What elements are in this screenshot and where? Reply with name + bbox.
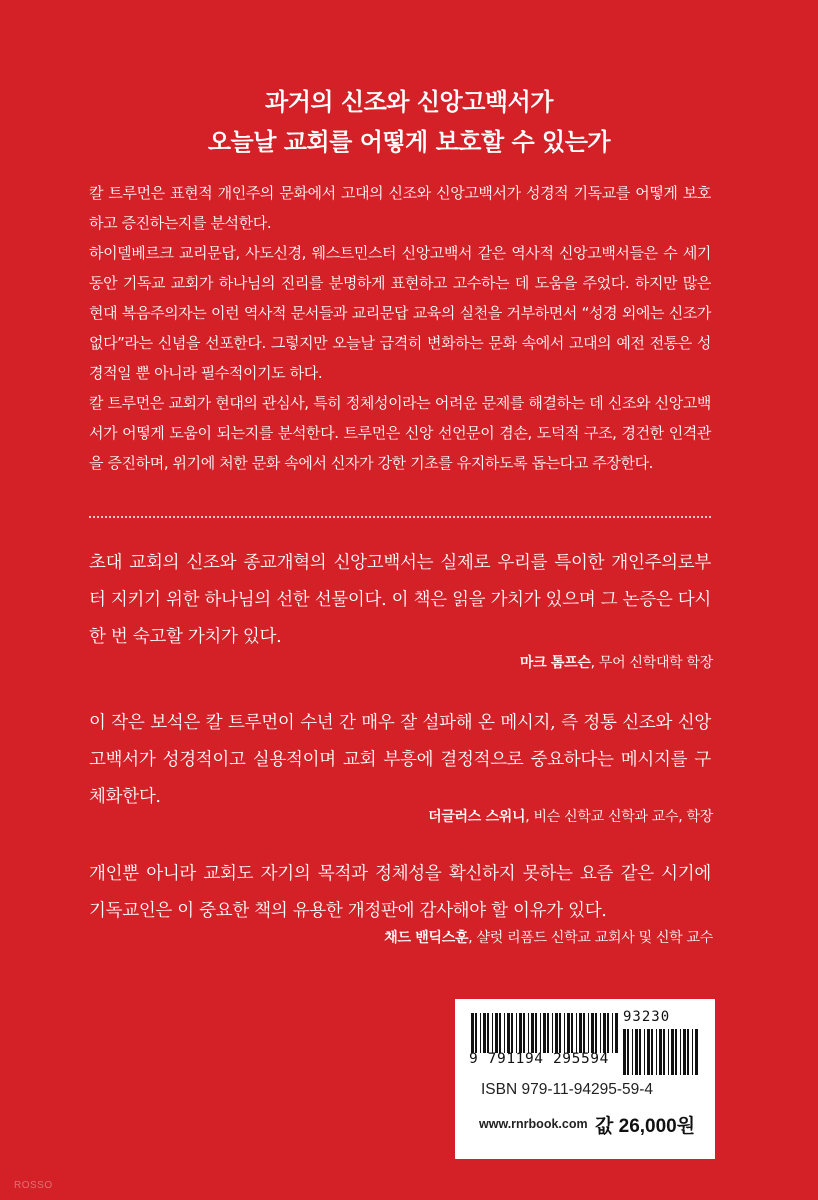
endorser-title-3: , 샬럿 리폼드 신학교 교회사 및 신학 교수 <box>468 930 713 946</box>
barcode-number: 9 791194 295594 <box>469 1051 609 1067</box>
headline-line-2: 오늘날 교회를 어떻게 보호할 수 있는가 <box>207 128 611 156</box>
headline <box>0 82 818 162</box>
endorser-name-2: 더글러스 스위니 <box>428 809 526 825</box>
isbn-barcode <box>471 1013 619 1053</box>
addon-barcode <box>623 1029 699 1075</box>
endorser-title-1: , 무어 신학대학 학장 <box>590 655 713 671</box>
endorser-title-2: , 비슨 신학교 신학과 교수, 학장 <box>525 809 713 825</box>
endorsement-attribution-3 <box>91 928 713 948</box>
intro-text <box>89 178 711 478</box>
publisher-logo: ROSSO <box>14 1180 53 1191</box>
addon-code: 93230 <box>623 1009 671 1025</box>
barcode-panel <box>455 999 715 1159</box>
intro-paragraph-3: 칼 트루먼은 교회가 현대의 관심사, 특히 정체성이라는 어려운 문제를 해결하는 데 신조와 신앙고백서가 어떻게 도움이 되는지를 분석한다. 트루먼은 신앙 선언문이 겸손, 도덕적 구조, 경건한 인격관을 증진하며, 위기에 처한 문화 속에서 신자가 강한 기초를 유지하도록 돕는다고 주장한다. <box>89 394 711 472</box>
isbn-text: ISBN 979-11-94295-59-4 <box>481 1081 654 1098</box>
endorser-name-3: 채드 밴딕스훈 <box>384 930 469 946</box>
intro-paragraph-1: 칼 트루먼은 표현적 개인주의 문화에서 고대의 신조와 신앙고백서가 성경적 기독교를 어떻게 보호하고 증진하는지를 분석한다. <box>89 184 711 232</box>
dotted-divider <box>89 516 711 518</box>
endorsement-attribution-2 <box>91 807 713 827</box>
endorsement-quote-1: 초대 교회의 신조와 종교개혁의 신앙고백서는 실제로 우리를 특이한 개인주의로부터 지키기 위한 하나님의 선한 선물이다. 이 책은 읽을 가치가 있으며 그 논증은 다시 한 번 숙고할 가치가 있다. <box>89 553 711 647</box>
endorsement-quote-2: 이 작은 보석은 칼 트루먼이 수년 간 매우 잘 설파해 온 메시지, 즉 정통 신조와 신앙고백서가 성경적이고 실용적이며 교회 부흥에 결정적으로 중요하다는 메시지를 구체화한다. <box>89 713 711 807</box>
price-text: 값 26,000원 <box>595 1116 696 1137</box>
intro-paragraph-2: 하이델베르크 교리문답, 사도신경, 웨스트민스터 신앙고백서 같은 역사적 신앙고백서들은 수 세기 동안 기독교 교회가 하나님의 진리를 분명하게 표현하고 고수하는 데 도움을 주었다. 하지만 많은 현대 복음주의자는 이런 역사적 문서들과 교리문답 교육의 실천을 거부하면서 “성경 외에는 신조가 없다”라는 신념을 선포한다. 그렇지만 오늘날 급격히 변화하는 문화 속에서 고대의 예전 전통은 성경적일 뿐 아니라 필수적이기도 하다. <box>89 244 711 382</box>
endorser-name-1: 마크 톰프슨 <box>519 655 591 671</box>
endorsement-attribution-1 <box>91 653 713 673</box>
publisher-website: www.rnrbook.com <box>479 1117 588 1131</box>
endorsement-quote-3: 개인뿐 아니라 교회도 자기의 목적과 정체성을 확신하지 못하는 요즘 같은 시기에 기독교인은 이 중요한 책의 유용한 개정판에 감사해야 할 이유가 있다. <box>89 864 711 921</box>
headline-line-1: 과거의 신조와 신앙고백서가 <box>265 88 553 116</box>
